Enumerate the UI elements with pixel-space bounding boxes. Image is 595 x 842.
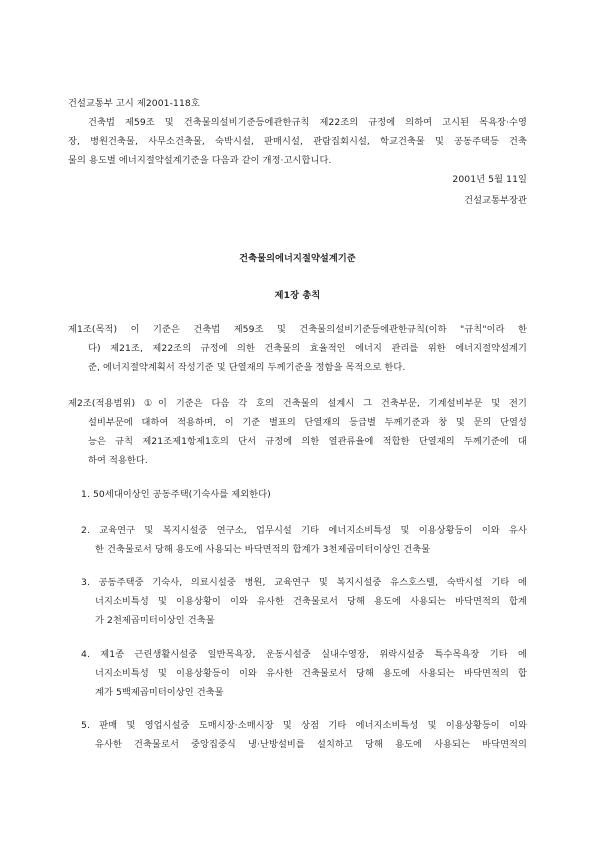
article2-line: 하여 적용한다. <box>88 455 148 466</box>
list-item-continuation: 너지소비특성 및 이용상황이 이와 유사한 건축물로서 당해 용도에 사용되는 바닥면적의 합계 <box>95 596 527 607</box>
notice-intro-line: 장, 병원건축물, 사무소건축물, 숙박시설, 판매시설, 관람집회시설, 학교건축물 및 공동주택등 건축 <box>68 136 527 147</box>
chapter-heading: 제1장 총칙 <box>274 290 321 301</box>
notice-intro-line: 물의 용도별 에너지절약설계기준을 다음과 같이 개정·고시합니다. <box>68 155 332 166</box>
document-title: 건축물의에너지절약설계기준 <box>239 253 356 264</box>
list-item: 5. 판매 및 영업시설중 도매시장·소매시장 및 상점 기타 에너지소비특성 및 이용상황등이 이와 <box>81 720 527 731</box>
article1-line: 제1조(목적) 이 기준은 건축법 제59조 및 건축물의설비기준등에관한규칙(이하 "규칙"이라 한 <box>68 324 527 335</box>
list-item: 3. 공동주택중 기숙사, 의료시설중 병원, 교육연구 및 복지시설중 유스호스텔, 숙박시설 기타 에 <box>81 577 527 588</box>
list-item: 4. 제1종 근린생활시설중 일반목욕장, 운동시설중 실내수영장, 위락시설중 특수목욕장 기타 에 <box>81 649 527 660</box>
article2-line: 제2조(적용범위) ①이 기준은 다음 각 호의 건축물의 설계시 그 건축부문, 기계설비부문 및 전기 <box>68 398 527 409</box>
notice-issuer: 건설교통부장관 <box>464 195 527 206</box>
article1-line: 다) 제21조, 제22조의 규정에 의한 건축물의 효율적인 에너지 관리를 위한 에너지절약설계기 <box>88 343 527 354</box>
list-item: 2. 교육연구 및 복지시설중 연구소, 업무시설 기타 에너지소비특성 및 이용상황등이 이와 유사 <box>81 525 527 536</box>
list-item-continuation: 한 건축물로서 당해 용도에 사용되는 바닥면적의 합계가 3천제곱미터이상인 건축물 <box>95 544 431 555</box>
list-item-continuation: 유사한 건축물로서 중앙집중식 냉·난방설비를 설치하고 당해 용도에 사용되는 바닥면적의 <box>95 739 527 750</box>
notice-date: 2001년 5월 11일 <box>452 174 527 185</box>
list-item-continuation: 가 2천제곱미터이상인 건축물 <box>95 615 215 626</box>
article1-line: 준, 에너지절약계획서 작성기준 및 단열재의 두께기준을 정함을 목적으로 한다. <box>88 362 406 373</box>
notice-number: 건설교통부 고시 제2001-118호 <box>68 98 200 109</box>
list-item-continuation: 너지소비특성 및 이용상황등이 이와 유사한 건축물로서 당해 용도에 사용되는 바닥면적의 합 <box>95 668 527 679</box>
list-item: 1. 50세대이상인 공동주택(기숙사를 제외한다) <box>81 489 271 500</box>
article2-line: 능은 규칙 제21조제1항제1호의 단서 규정에 의한 열관류율에 적합한 단열재의 두께기준에 대 <box>88 436 527 447</box>
notice-intro-line: 건축법 제59조 및 건축물의설비기준등에관한규칙 제22조의 규정에 의하여 고시된 목욕장·수영 <box>88 117 527 128</box>
article2-line: 설비부문에 대하여 적용하며, 이 기준 별표의 단열재의 등급별 두께기준과 창 및 문의 단열성 <box>88 417 527 428</box>
list-item-continuation: 계가 5백제곱미터이상인 건축물 <box>95 687 224 698</box>
